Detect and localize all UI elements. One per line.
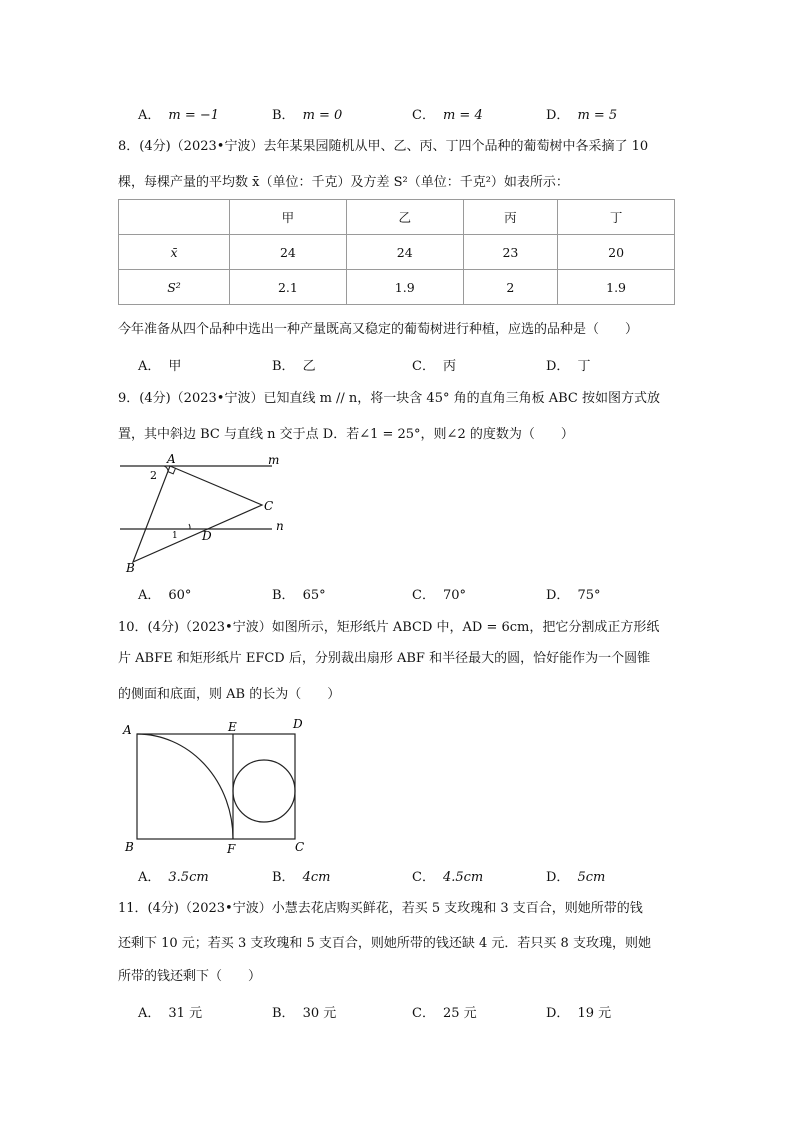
q7-option-a[interactable]: A． m = −1 xyxy=(138,108,220,123)
label-F: F xyxy=(227,842,236,855)
q11-option-a[interactable]: A． 31 元 xyxy=(138,1006,203,1021)
q9-stem-line2: 置，其中斜边 BC 与直线 n 交于点 D．若∠1 = 25°，则∠2 的度数为（ ） xyxy=(118,427,574,442)
q11-stem-line2: 还剩下 10 元；若买 3 支玫瑰和 5 支百合，则她所带的钱还缺 4 元．若只买 8 支玫瑰，则她 xyxy=(118,936,651,951)
q7-option-c[interactable]: C． m = 4 xyxy=(412,108,483,123)
q11-options xyxy=(138,1002,698,1020)
q10-option-c[interactable]: C． 4.5cm xyxy=(412,870,484,885)
q9-option-c[interactable]: C． 70° xyxy=(412,588,466,603)
label-A: A xyxy=(167,452,176,466)
label-B: B xyxy=(126,561,135,575)
label-B: B xyxy=(125,840,134,854)
label-D: D xyxy=(202,529,212,543)
q11-option-d[interactable]: D． 19 元 xyxy=(546,1006,612,1021)
q8-stem-line1: 8．(4分)（2023•宁波）去年某果园随机从甲、乙、丙、丁四个品种的葡萄树中各采摘了 10 xyxy=(118,139,649,154)
inscribed-circle xyxy=(233,760,295,822)
q8-stem-line3: 今年准备从四个品种中选出一种产量既高又稳定的葡萄树进行种植，应选的品种是（ ） xyxy=(118,322,639,337)
q10-option-b[interactable]: B． 4cm xyxy=(272,870,331,885)
q8-option-d[interactable]: D． 丁 xyxy=(546,359,591,374)
q10-options xyxy=(138,866,698,884)
angle1-arc xyxy=(189,524,190,529)
label-m: m xyxy=(268,453,280,467)
rectangle-abcd xyxy=(137,734,295,839)
q10-stem-line1: 10．(4分)（2023•宁波）如图所示，矩形纸片 ABCD 中，AD = 6cm，把它分割成正方形纸 xyxy=(118,620,660,635)
q8-data-table xyxy=(118,199,675,305)
angle2-arc xyxy=(164,466,168,471)
label-angle1: 1 xyxy=(172,531,178,541)
table-cell xyxy=(119,200,230,235)
q7-option-b[interactable]: B． m = 0 xyxy=(272,108,343,123)
q9-option-d[interactable]: D． 75° xyxy=(546,588,601,603)
label-C: C xyxy=(295,840,305,854)
q10-figure xyxy=(115,713,315,855)
label-n: n xyxy=(276,519,284,533)
table-cell: x̄ xyxy=(119,235,230,270)
label-angle2: 2 xyxy=(150,469,157,482)
table-cell: 1.9 xyxy=(558,270,675,305)
q9-option-a[interactable]: A． 60° xyxy=(138,588,192,603)
label-D: D xyxy=(293,717,303,731)
table-cell: 20 xyxy=(558,235,675,270)
table-cell: 乙 xyxy=(346,200,463,235)
table-cell: 2.1 xyxy=(230,270,347,305)
table-header-row xyxy=(119,200,675,235)
table-cell: S² xyxy=(119,270,230,305)
label-A: A xyxy=(123,723,132,737)
q8-option-a[interactable]: A． 甲 xyxy=(138,359,182,374)
q8-option-c[interactable]: C． 丙 xyxy=(412,359,456,374)
q10-option-a[interactable]: A． 3.5cm xyxy=(138,870,209,885)
q9-option-b[interactable]: B． 65° xyxy=(272,588,326,603)
label-E: E xyxy=(228,720,237,734)
table-cell: 2 xyxy=(463,270,558,305)
table-cell: 24 xyxy=(230,235,347,270)
q10-option-d[interactable]: D． 5cm xyxy=(546,870,606,885)
table-cell: 23 xyxy=(463,235,558,270)
q9-options xyxy=(138,584,698,602)
q11-option-c[interactable]: C． 25 元 xyxy=(412,1006,477,1021)
q10-stem-line2: 片 ABFE 和矩形纸片 EFCD 后，分别裁出扇形 ABF 和半径最大的圆，恰好能作为一个圆锥 xyxy=(118,651,651,666)
table-row xyxy=(119,270,675,305)
q11-option-b[interactable]: B． 30 元 xyxy=(272,1006,337,1021)
q7-options xyxy=(138,104,698,122)
q9-stem-line1: 9．(4分)（2023•宁波）已知直线 m // n，将一块含 45° 角的直角三角板 ABC 按如图方式放 xyxy=(118,391,660,406)
q7-option-d[interactable]: D． m = 5 xyxy=(546,108,618,123)
label-C: C xyxy=(264,499,274,513)
table-cell: 1.9 xyxy=(346,270,463,305)
sector-arc-af xyxy=(137,734,233,839)
q9-figure xyxy=(110,448,310,576)
q11-stem-line3: 所带的钱还剩下（ ） xyxy=(118,969,262,984)
table-cell: 甲 xyxy=(230,200,347,235)
q11-stem-line1: 11．(4分)（2023•宁波）小慧去花店购买鲜花，若买 5 支玫瑰和 3 支百合，则她所带的钱 xyxy=(118,901,643,916)
table-cell: 丁 xyxy=(558,200,675,235)
table-cell: 丙 xyxy=(463,200,558,235)
table-cell: 24 xyxy=(346,235,463,270)
q8-stem-line2: 棵，每棵产量的平均数 x̄（单位：千克）及方差 S²（单位：千克²）如表所示： xyxy=(118,175,569,190)
table-row xyxy=(119,235,675,270)
q10-stem-line3: 的侧面和底面，则 AB 的长为（ ） xyxy=(118,687,341,702)
q8-options xyxy=(138,355,698,373)
q8-option-b[interactable]: B． 乙 xyxy=(272,359,316,374)
